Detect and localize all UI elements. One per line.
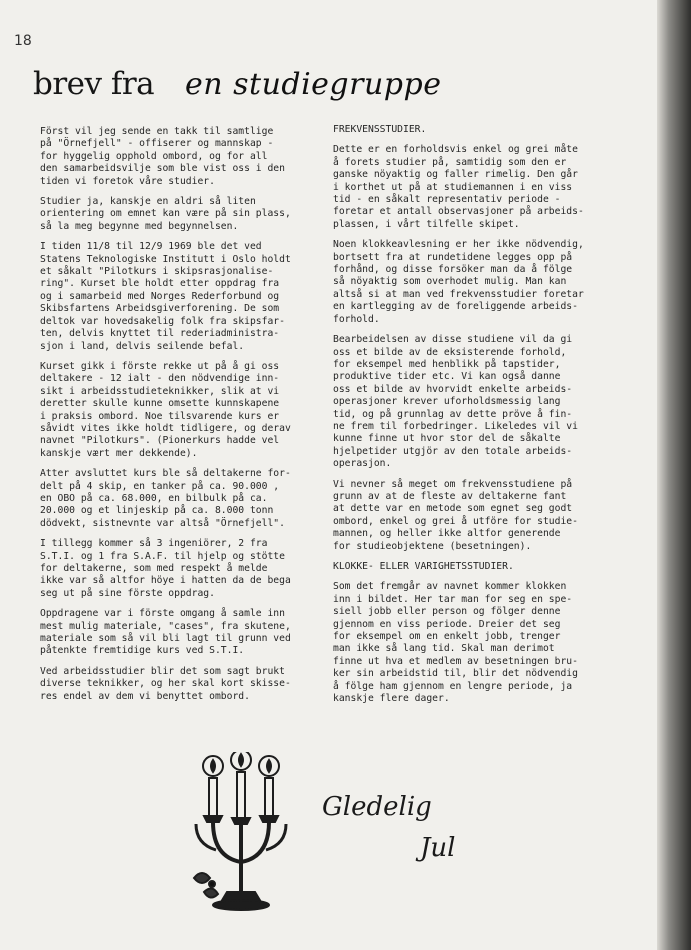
paragraph: Noen klokkeavlesning er her ikke nödvendig, bortsett fra at rundetidene legges opp på forhånd, og disse forsöker man da å fölge så nöyaktig som overhodet mulig. Man kan altså si at man ved frekvensstudier foretar en kartlegging av de foreliggende arbeids- forhold.	[333, 239, 584, 325]
paragraph: Kurset gikk i förste rekke ut på å gi oss deltakere - 12 ialt - den nödvendige inn- sikt i arbeidsstudieteknikker, slik at vi deretter skulle kunne omsette kunnskapene i praksis ombord. Noe tilsvarende kurs er såvidt vites ikke holdt tidligere, og derav navnet "Pilotkurs". (Pionerkurs hadde vel kanskje vært mer dekkende).	[40, 360, 291, 459]
paragraph: Som det fremgår av navnet kommer klokken inn i bildet. Her tar man for seg en spe- siell jobb eller person og fölger denne gjennom en viss periode. Dreier det seg for eksempel om en enkelt jobb, trenger man ikke så lang tid. Skal man derimot finne ut hva et medlem av besetningen bru- ker sin arbeidstid til, blir det nödvendig å fölge ham gjennom en lengre periode, ja kanskje flere dager.	[333, 581, 578, 705]
paragraph: Atter avsluttet kurs ble så deltakerne for- delt på 4 skip, en tanker på ca. 90.000 , en OBO på ca. 68.000, en bilbulk på ca. 20.000 og et linjeskip på ca. 8.000 tonn dödvekt, sistnevnte var altså "Örnefjell".	[40, 468, 291, 529]
greeting-line-1: Gledelig	[322, 792, 432, 822]
section-heading: FREKVENSSTUDIER.	[333, 124, 427, 135]
paragraph: Oppdragene var i förste omgang å samle inn mest mulig materiale, "cases", fra skutene, materiale som så vil bli lagt til grunn ved påtenkte fremtidige kurs ved S.T.I.	[40, 608, 291, 657]
paragraph: Vi nevner så meget om frekvensstudiene på grunn av at de fleste av deltakerne fant at dette var en metode som egnet seg godt ombord, enkel og grei å utföre for studie- mannen, og heller ikke altfor generende for studieobjektene (besetningen).	[333, 478, 578, 552]
book-binding-edge	[657, 0, 691, 950]
greeting-line-2: Jul	[420, 833, 456, 863]
paragraph: Studier ja, kanskje en aldri så liten orientering om emnet kan være på sin plass, så la meg begynne med begynnelsen.	[40, 196, 291, 232]
candle-holder-illustration	[176, 752, 306, 922]
left-column	[40, 126, 322, 711]
page-number: 18	[14, 33, 32, 49]
title-printed: brev fra	[33, 66, 155, 102]
paragraph: Först vil jeg sende en takk til samtlige på "Örnefjell" - offiserer og mannskap - for hyggelig opphold ombord, og for all den samarbeidsvilje som ble vist oss i den tiden vi foretok våre studier.	[40, 126, 285, 187]
paragraph: I tiden 11/8 til 12/9 1969 ble det ved Statens Teknologiske Institutt i Oslo holdt et såkalt "Pilotkurs i skipsrasjonalise- ring". Kurset ble holdt etter oppdrag fra og i samarbeid med Norges Rederforbund og Skibsfartens Arbeidsgiverforening. De som deltok var hovedsakelig folk fra skipsfar- ten, delvis knyttet til rederiadministra- sjon i land, delvis seilende befal.	[40, 241, 291, 352]
paragraph: I tillegg kommer så 3 ingeniörer, 2 fra S.T.I. og 1 fra S.A.F. til hjelp og stötte for deltakerne, som med respekt å melde ikke var så altfor höye i hatten da de bega seg ut på sine förste oppdrag.	[40, 538, 291, 599]
right-column	[333, 124, 609, 713]
section-heading: KLOKKE- ELLER VARIGHETSSTUDIER.	[333, 561, 514, 572]
paragraph: Bearbeidelsen av disse studiene vil da gi oss et bilde av de eksisterende forhold, for eksempel med henblikk på tapstider, produktive tider etc. Vi kan også danne oss et bilde av hvorvidt enkelte arbeids- operasjoner krever uforholdsmessig lang tid, og på grunnlag av dette pröve å fin- ne frem til forbedringer. Likeledes vil vi kunne finne ut hvor stor del de såkalte hjelpetider utgjör av den totale arbeids- operasjon.	[333, 334, 578, 470]
paragraph: Dette er en forholdsvis enkel og grei måte å forets studier på, samtidig som den er ganske nöyaktig og faller rimelig. Den går i korthet ut på at studiemannen i en viss tid - en såkalt representativ periode - foretar et antall observasjoner på arbeids- plassen, i vårt tilfelle skipet.	[333, 144, 584, 230]
title-handwritten: en studiegruppe	[185, 67, 442, 102]
paragraph: Ved arbeidsstudier blir det som sagt brukt diverse teknikker, og her skal kort skisse- res endel av dem vi benyttet ombord.	[40, 665, 291, 702]
